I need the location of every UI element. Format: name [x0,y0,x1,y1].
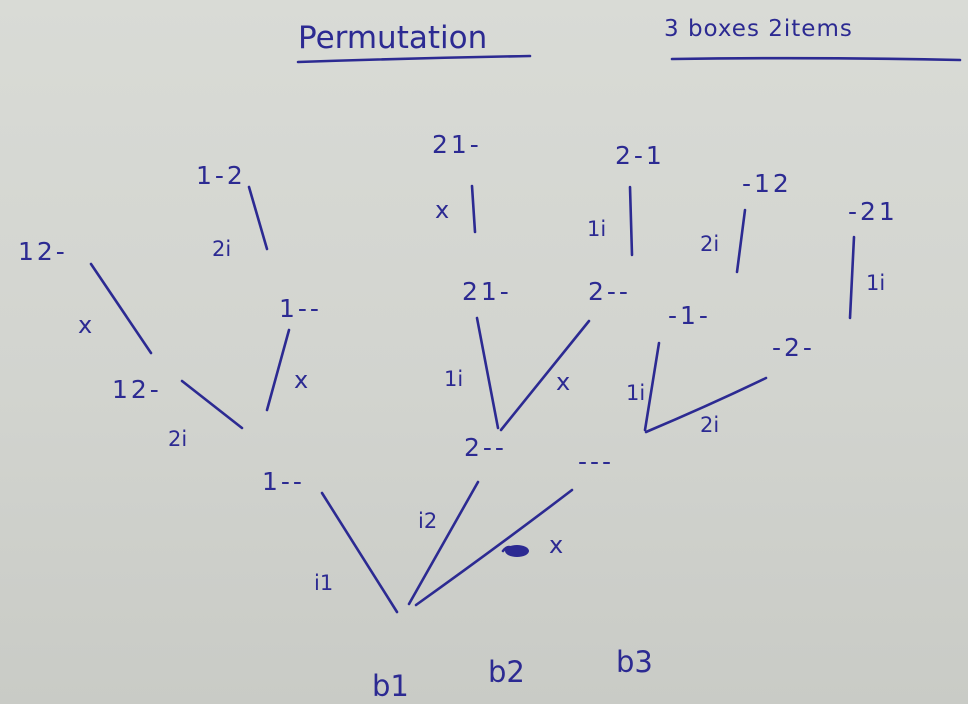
edge-m1-to-m12 [737,210,745,272]
node-1-level2: 1-- [279,294,322,323]
node-12-level2: 12- [112,375,162,404]
node-m12-level3: -12 [742,169,792,198]
edge-label-2i-m12: 2i [700,232,720,256]
edge-label-i1: i1 [314,571,334,595]
node-12-level3: 12- [18,237,68,266]
node-1-2-level3: 1-2 [196,161,246,190]
node-m21-level3: -21 [848,197,898,226]
scribble-mark [503,545,529,557]
edge-1-to-12 [182,381,242,428]
page-subtitle: 3 boxes 2items [664,16,853,42]
edge-1-to-1 [267,330,289,410]
edge-label-2i-12: 2i [168,427,188,451]
edge-label-1i-m21: 1i [866,271,886,295]
node-21-level2: 21- [462,277,512,306]
title-underline [298,56,530,62]
edge-label-x-21: x [435,196,450,224]
edge-label-1i-21: 1i [444,367,464,391]
node-2-empty-empty: 2-- [464,433,507,462]
edge-label-x-empty: x [549,531,564,559]
edge-1-to-1-2 [249,187,267,249]
edge-2-to-21 [477,318,498,428]
edge-label-i2: i2 [418,509,438,533]
edge-label-1i-m1: 1i [626,381,646,405]
edge-21-to-21 [472,186,475,232]
subtitle-underline [672,58,960,60]
edge-2-to-2 [501,321,589,430]
edge-empty-to-1 [645,343,659,430]
edge-12-to-12 [91,264,151,353]
node-empty-empty-empty: --- [578,447,615,476]
edge-2-to-2-1 [630,187,632,255]
node-2-level2: 2-- [588,277,631,306]
box-label-b1: b1 [372,669,409,703]
page-title: Permutation [298,20,488,56]
edge-label-2i-1-2: 2i [212,237,232,261]
edge-label-1i-2-1: 1i [587,217,607,241]
edge-m2-to-m21 [850,237,854,318]
node-21-level3: 21- [432,130,482,159]
tree-nodes [18,130,898,496]
edge-label-x-2: x [556,368,571,396]
node-1-empty-empty: 1-- [262,467,305,496]
edge-root-to-1 [322,493,397,612]
edge-label-x-12: x [78,311,93,339]
tree-edges [91,186,854,612]
node-2-1-level3: 2-1 [615,141,665,170]
box-label-b2: b2 [488,655,525,689]
node-m2-level2: -2- [772,333,815,362]
edge-label-2i-m2: 2i [700,413,720,437]
node-m1-level2: -1- [668,301,711,330]
box-labels [372,645,653,703]
box-label-b3: b3 [616,645,653,679]
edge-label-x-1: x [294,366,309,394]
